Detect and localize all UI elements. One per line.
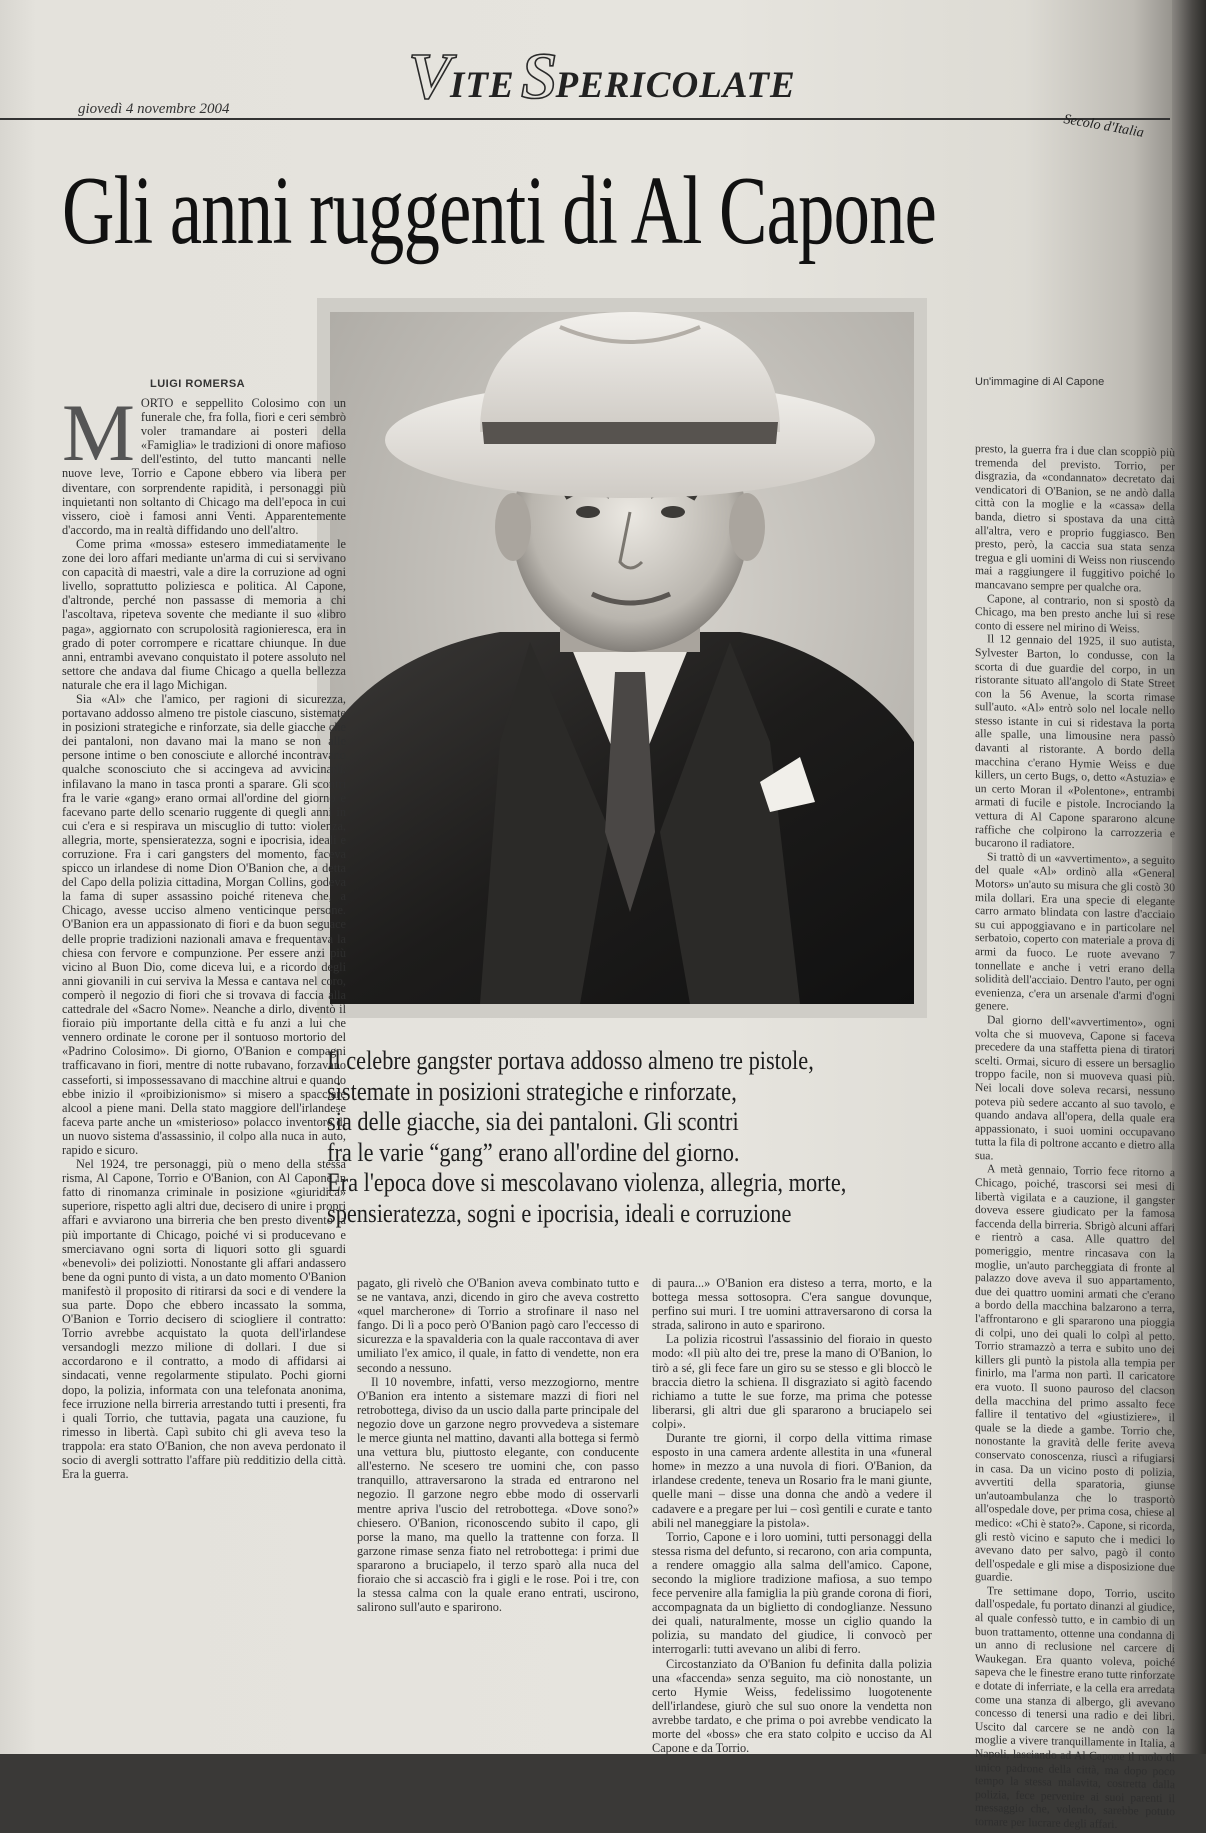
page-binding-shadow xyxy=(1172,0,1206,1754)
article-column-2 xyxy=(357,1276,639,1736)
body-paragraph: Circostanziato da O'Banion fu definita dalla polizia una «faccenda» senza seguito, ma ciò nonostante, un certo Hymie Weiss, fedelissimo luogotenente dell'irlandese, giurò che sul suo onore la vendetta non avrebbe tardato, e che prima o poi avrebbe vendicato la morte del «boss» che era stato colpito e ucciso da Al Capone e da Torrio. xyxy=(652,1656,932,1756)
lead-paragraph: ORTO e seppellito Colosimo con un funerale che, fra folla, fiori e ceri sembrò voler tramandare ai posteri della «Famiglia» le tradizioni di onore mafioso dell'estinto, del tutto mancanti nelle nuove leve, Torrio e Capone ebbero via libera per diventare, con sorprendente rapidità, i personaggi più inquietanti non soltanto di Chicago ma dell'epoca in cui vissero, cioè i famosi anni Venti. Apparentemente d'accordo, ma in realtà diffidando uno dell'altro. xyxy=(62,396,346,537)
article-column-4 xyxy=(975,442,1175,1831)
drop-cap: M xyxy=(62,387,135,478)
body-paragraph: A metà gennaio, Torrio fece ritorno a Chicago, poiché, trascorsi sei mesi di libertà vigilata e a cauzione, il gangster doveva essere giudicato per la famosa faccenda della birreria. Sbrigò alcuni affari e rientrò a casa. Alle quattro del pomeriggio, mentre rincasava con la moglie, un'auto parcheggiata di fronte al palazzo dove aveva il suo appartamento, due dei quattro uomini armati che c'erano a bordo della macchina balzarono a terra, l'affrontarono e gli spararono una pioggia di colpi, uno dei quali lo colpì al petto. Torrio stramazzò a terra e subito uno dei killers gli puntò la pistola alla tempia per finirlo, ma l'arma non partì. Il caricatore era vuoto. Il suono pauroso del clacson della macchina del primo assalto fece fallire il tentativo del «giustiziere», il quale se la diede a gambe. Torrio che, nonostante la gravità delle ferite aveva conservato conoscenza, riuscì a rifugiarsi in casa. Da un vicino posto di polizia, avvertiti della sparatoria, giunse un'autoambulanza che lo trasportò all'ospedale dove, per prima cosa, chiese al medico: «Chi è stato?». Capone, si ricorda, gli restò vicino e saputo che i medici lo avevano dato per salvo, pagò il conto dell'ospedale e gli mise a disposizione due guardie. xyxy=(975,1162,1175,1585)
pull-quote xyxy=(327,1046,877,1229)
byline: LUIGI ROMERSA xyxy=(150,378,246,390)
body-paragraph: Si trattò di un «avvertimento», a seguito del quale «Al» ordinò alla «General Motors» un'auto su misura che gli costò 30 mila dollari. Era una specie di elegante carro armato blindata con lastre d'acciaio su cui appoggiavano e in particolare nel serbatoio, coperto con materiale a prova di armi da fuoco. Le ruote avevano 7 tonnellate e anche i vetri erano della solidità dell'acciaio. Dentro l'auto, per ogni evenienza, c'era un arsenale d'armi d'ogni genere. xyxy=(975,850,1175,1014)
rubric-word-1: ITE xyxy=(450,65,515,106)
body-paragraph: presto, la guerra fra i due clan scoppiò più tremenda del previsto. Torrio, per disgrazia, da «condannato» decretato dai vendicatori di O'Banion, se ne andò dalla città con la moglie e la «cassa» della banda, dietro si spostava da una città all'altra, vero e proprio fuggiasco. Ben presto, però, la caccia sua stata senza tregua e gli uomini di Weiss non riuscendo mai a raggiungere il fuggitivo poiché lo mancavano sempre per qualche ora. xyxy=(975,442,1175,595)
body-paragraph: Durante tre giorni, il corpo della vittima rimase esposto in una camera ardente allestita in una «funeral home» in mezzo a una nuvola di fiori. O'Banion, da irlandese credente, teneva un Rosario fra le mani giunte, quelle mani – disse una donna che andò a vedere il cadavere e a pregare per lui – così gentili e curate e tanto abili nel maneggiare la pistola». xyxy=(652,1431,932,1530)
pull-quote-line: fra le varie “gang” erano all'ordine del giorno. xyxy=(327,1137,740,1167)
body-paragraph: Capone, al contrario, non si spostò da Chicago, ma ben presto anche lui si rese conto di essere nel mirino di Weiss. xyxy=(975,591,1175,636)
body-paragraph: Dal giorno dell'«avvertimento», ogni volta che si muoveva, Capone si faceva precedere da una staffetta piena di tiratori scelti. Ormai, sicuro di essere un bersaglio troppo facile, non si muoveva quasi più. Nei locali dove soleva recarsi, nessuno poteva più sedere accanto al suo tavolo, e quando andava all'opera, della quale era appassionato, i suoi uomini occupavano tutta la fila di poltrone accanto e dietro alla sua. xyxy=(975,1013,1175,1163)
body-paragraph: La polizia ricostruì l'assassinio del fioraio in questo modo: «Il più alto dei tre, prese la mano di O'Banion, lo tirò a sé, gli fece fare un giro su se stesso e gli bloccò le braccia dietro la schiena. Il disgraziato si agitò facendo richiamo a tutte le sue forze, ma prima che potesse liberarsi, gli altri due gli spararono a bruciapelo sei colpi». xyxy=(652,1332,932,1431)
body-paragraph: Torrio, Capone e i loro uomini, tutti personaggi della stessa risma del defunto, si recarono, con aria compunta, a rendere omaggio alla salma dell'amico. Capone, secondo la migliore tradizione mafiosa, a suo tempo fece pervenire alla famiglia la più grande corona di fiori, accompagnata da un biglietto di condoglianze. Nessuno dei quali, naturalmente, mosse un ciglio quando la polizia, su mandato del giudice, li convocò per interrogarli: tutti avevano un alibi di ferro. xyxy=(652,1529,932,1657)
portrait-photo xyxy=(330,312,914,1004)
header-rule xyxy=(0,118,1170,120)
masthead: Secolo d'Italia xyxy=(1062,112,1145,141)
article-column-3 xyxy=(652,1276,932,1756)
section-rubric xyxy=(408,40,796,113)
body-paragraph: pagato, gli rivelò che O'Banion aveva combinato tutto e se ne vantava, anzi, dicendo in giro che aveva costretto «quel marcherone» di Torrio a strofinare il naso nel fango. Di lì a poco però O'Banion pagò caro l'eccesso di sicurezza e la spavalderia con la quale raccontava di aver umiliato l'ex amico, il quale, in fatto di vendette, non era secondo a nessuno. xyxy=(357,1276,639,1375)
body-paragraph: Il 12 gennaio del 1925, il suo autista, Sylvester Barton, lo condusse, con la scorta di due guardie del corpo, in un ristorante situato all'angolo di State Street con la 56 Avenue, la scorta rimase sull'auto. «Al» entrò solo nel locale nello stesso istante in cui si ridestava la porta alle spalle, una limousine nera passò davanti al ristorante. A bordo della macchina c'erano Hymie Weiss e due killers, un certo Bugs, o, detto «Astuzia» e un certo Moran il «Polentone», entrambi armati di fucile e pistole. Incrociando la vettura di Al Capone spararono alcune raffiche che colpirono la carrozzeria e bucarono il radiatore. xyxy=(975,632,1175,852)
body-paragraph: Come prima «mossa» estesero immediatamente le zone dei loro affari mediante un'arma di cui si servivano con capacità di maestri, vale a dire la corruzione ad ogni livello, soprattutto poliziesca e politica. Al Capone, d'altronde, perché non passasse di memoria a chi l'ascoltava, ripeteva sovente che mediante il suo «libro paga», aggiornato con scrupolosità ragionieresca, era in grado di poter corrompere e ricattare chiunque. In due anni, entrambi avevano conquistato il potere assoluto nel settore che andava dal fiume Chicago a quella bellezza naturale che era il lago Michigan. xyxy=(62,536,346,692)
photo-caption: Un'immagine di Al Capone xyxy=(975,376,1105,388)
body-paragraph: Nel 1924, tre personaggi, più o meno della stessa risma, Al Capone, Torrio e O'Banion, con Al Capone in fatto di rinomanza criminale in posizione «giuridica» superiore, rispetto agli altri due, decisero di unire i propri affari e avviarono una birreria che ben presto diventò la più importante di Chicago, poiché vi si producevano e smerciavano ogni sorta di liquori sotto gli sguardi «benevoli» dei poliziotti. Nonostante gli affari andassero bene da ogni punto di vista, a un dato momento O'Banion manifestò il proposito di ritirarsi da soci e di vendere la sua parte. Dopo che ebbero incassato la somma, O'Banion e Torrio decisero di sciogliere il contratto: Torrio avrebbe acquistato la quota dell'irlandese versandogli mezzo milione di dollari. I due si accordarono e il contratto, a modo di affidarsi ai sindacati, venne regolarmente stipulato. Pochi giorni dopo, la polizia, informata con una telefonata anonima, fece irruzione nella birreria arrestando tutti i presenti, fra i quali Torrio, che tuttavia, pagata una cauzione, fu rimesso in libertà. Capì subito chi gli aveva teso la trappola: era stato O'Banion, che non aveva perdonato il socio di avergli sottratto l'affare più redditizio della città. Era la guerra. xyxy=(62,1157,346,1482)
rubric-initial-v: V xyxy=(408,40,451,113)
body-paragraph: Tre settimane dopo, Torrio, uscito dall'ospedale, fu portato dinanzi al giudice, al quale confessò tutto, e in cambio di un buon trattamento, ottenne una condanna di un anno di reclusione nel carcere di Waukegan. Era quanto voleva, poiché sapeva che le finestre erano tutte rinforzate e dotate di inferriate, e la cella era arredata come una stanza di albergo, gli avevano concesso di tenersi una radio e dei libri. Uscito dal carcere se ne andò con la moglie a vivere tranquillamente in Italia, a Napoli, lasciando ad Al Capone il ruolo di unico padrone della città, ma dopo poco tempo la stessa malavita, costretta dalla polizia, fece pervenire ai suoi parenti il messaggio che, volendo, sarebbe potuto tornare per lucrare degli affari. xyxy=(975,1584,1175,1831)
headline: Gli anni ruggenti di Al Capone xyxy=(62,157,937,265)
portrait-illustration xyxy=(330,312,914,1004)
pull-quote-line: Il celebre gangster portava addosso almeno tre pistole, xyxy=(327,1046,814,1075)
article-column-1 xyxy=(62,387,346,1736)
pull-quote-line: Era l'epoca dove si mescolavano violenza, allegria, morte, xyxy=(327,1168,847,1197)
body-paragraph: di paura...» O'Banion era disteso a terra, morto, e la bottega messa sottosopra. C'era sangue dovunque, perfino sui muri. I tre uomini attraversarono di corsa la strada, salirono in auto e sparirono. xyxy=(652,1276,932,1333)
pull-quote-line: sia delle giacche, sia dei pantaloni. Gli scontri xyxy=(327,1107,739,1136)
rubric-word-2: PERICOLATE xyxy=(555,65,796,106)
issue-date: giovedì 4 novembre 2004 xyxy=(78,101,230,117)
body-paragraph: Sia «Al» che l'amico, per ragioni di sicurezza, portavano addosso almeno tre pistole ciascuno, sistemate in posizioni strategiche e rinforzate, sia delle giacche che dei pantaloni, non davano mai la mano se non alle persone intime o ben conosciute e allorché incontravano qualche sconosciuto che si accingeva ad avvicinarli, infilavano la mano in tasca pronti a sparare. Gli scontri fra le varie «gang» erano ormai all'ordine del giorno e facevano parte dello scenario ruggente di quegli anni in cui c'era e si respirava un miscuglio di tutto: violenza, allegria, morte, spensieratezza, sogni e ipocrisia, ideali e corruzione. Fra i cari gangsters del momento, faceva spicco un irlandese di nome Dion O'Banion che, a detta del Capo della polizia cittadina, Morgan Collins, godeva la fama di super assassino poiché riteneva che, a Chicago, avesse ucciso almeno venticinque persone. O'Banion era un appassionato di fiori e da buon seguace delle proprie tradizioni nazionali amava e frequentava la chiesa con fervore e compunzione. Per essere anzi più vicino al Buon Dio, come diceva lui, e a ricordo degli anni giovanili in cui serviva la Messa e cantava nel coro, comperò il negozio di fiori che si trovava di faccia alla cattedrale del «Sacro Nome». Neanche a dirlo, diventò il fioraio più importante della città e fu anzi a lui che vennero ordinate le corone per il sontuoso mortorio del «Padrino Colosimo». Di giorno, O'Banion e compagni trafficavano in fiori, mentre di notte rubavano, forzavano casseforti, si impossessavano di macchine altrui e quando ebbe inizio il «proibizionismo» si misero a spacciare alcool a piene mani. Della stato maggiore dell'irlandese faceva parte anche un «misterioso» polacco inventore di un nuovo sistema d'assassinio, il colpo alla nuca in auto, rapido e sicuro. xyxy=(62,691,346,1157)
body-paragraph: Il 10 novembre, infatti, verso mezzogiorno, mentre O'Banion era intento a sistemare mazzi di fiori nel retrobottega, diviso da un uscio dalla parte principale del negozio dove un garzone negro provvedeva a sistemare le merce giunta nel mattino, davanti alla bottega si fermò una vettura blu, piuttosto elegante, con conducente all'esterno. Ne scesero tre uomini che, con passo tranquillo, attraversarono la strada ed entrarono nel negozio. Il garzone negro ebbe modo di osservarli mentre apriva l'uscio del retrobottega. «Dove sono?» chiesero. O'Banion, riconoscendo subito il capo, gli porse la mano, ma quello la trattenne con forza. Il garzone rimase senza fiato nel retrobottega: i primi due spararono a bruciapelo, il terzo sparò alla nuca del fioraio che si accasciò fra i gigli e le rose. Poi i tre, con la stessa calma con la quale erano entrati, uscirono, salirono sull'auto e sparirono. xyxy=(357,1374,639,1615)
pull-quote-line: sistemate in posizioni strategiche e rinforzate, xyxy=(327,1076,737,1106)
pull-quote-line: spensieratezza, sogni e ipocrisia, ideali e corruzione xyxy=(327,1198,792,1228)
rubric-initial-s: S xyxy=(520,40,556,113)
